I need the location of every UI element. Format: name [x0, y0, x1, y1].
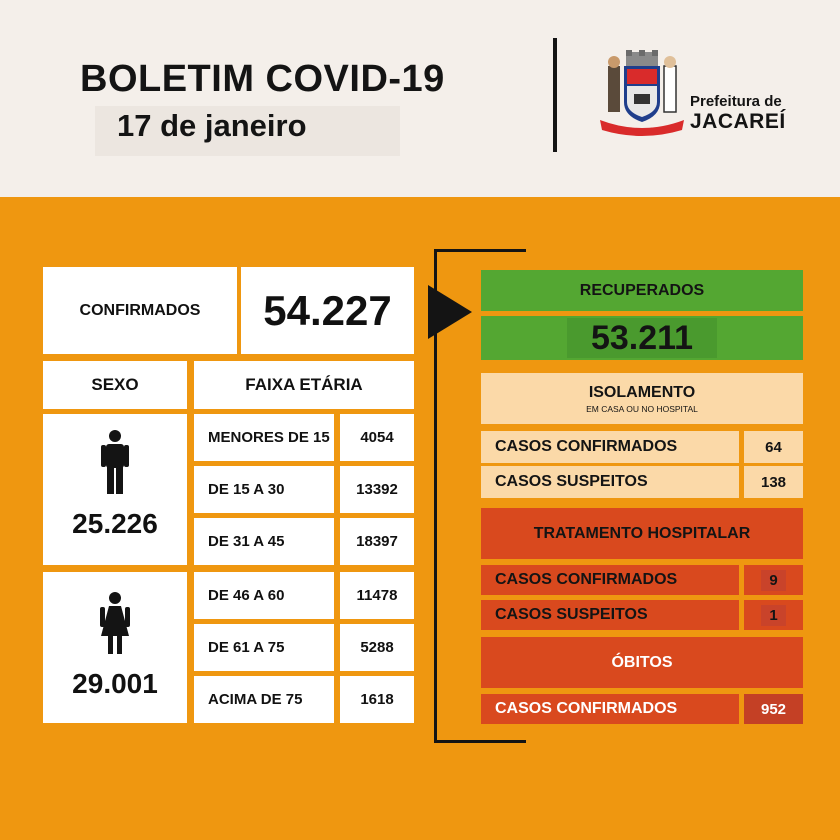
confirmados-value: 54.227: [263, 286, 392, 334]
recuperados-value: 53.211: [567, 318, 717, 358]
faixa-header-cell: [194, 361, 414, 409]
faixa-row-value: 4054: [340, 414, 414, 461]
hospitalar-row-value: 1: [744, 600, 803, 630]
faixa-row-label: DE 46 A 60: [194, 572, 334, 619]
obitos-row-label: CASOS CONFIRMADOS: [481, 694, 739, 724]
faixa-row-value: 1618: [340, 676, 414, 723]
faixa-row-label: MENORES DE 15: [194, 414, 334, 461]
faixa-row-label: ACIMA DE 75: [194, 676, 334, 723]
confirmados-label: CONFIRMADOS: [79, 301, 201, 319]
recuperados-value-cell: [481, 316, 803, 360]
male-cell: [43, 414, 187, 565]
bulletin-date: 17 de janeiro: [117, 108, 307, 143]
isolamento-row-label: CASOS SUSPEITOS: [481, 466, 739, 498]
sexo-header: SEXO: [91, 375, 139, 394]
female-value: 29.001: [72, 668, 158, 699]
arrow-right-icon: [428, 285, 472, 339]
faixa-row-value: 5288: [340, 624, 414, 671]
isolamento-row-label: CASOS CONFIRMADOS: [481, 431, 739, 463]
confirmados-label-cell: [43, 267, 237, 354]
recuperados-header: RECUPERADOS: [481, 270, 803, 311]
page-title: BOLETIM COVID-19: [80, 58, 445, 100]
isolamento-row-value: 138: [744, 466, 803, 498]
faixa-row-value: 11478: [340, 572, 414, 619]
faixa-row-value: 13392: [340, 466, 414, 513]
female-person-icon: [100, 592, 130, 654]
isolamento-title: ISOLAMENTO: [588, 383, 696, 401]
faixa-row-label: DE 31 A 45: [194, 518, 334, 565]
header: [0, 0, 840, 197]
isolamento-row-value: 64: [744, 431, 803, 463]
faixa-row-label: DE 15 A 30: [194, 466, 334, 513]
isolamento-header: [481, 373, 803, 424]
org-name-line1: Prefeitura de: [690, 93, 782, 110]
city-coat-of-arms-icon: [596, 50, 688, 140]
hospitalar-row-label: CASOS SUSPEITOS: [481, 600, 739, 630]
male-value: 25.226: [72, 508, 158, 539]
isolamento-subtitle: EM CASA OU NO HOSPITAL: [586, 403, 698, 414]
hospitalar-header: TRATAMENTO HOSPITALAR: [481, 508, 803, 559]
obitos-header: ÓBITOS: [481, 637, 803, 688]
confirmados-value-cell: [241, 267, 414, 354]
hospitalar-row-label: CASOS CONFIRMADOS: [481, 565, 739, 595]
sexo-header-cell: [43, 361, 187, 409]
org-name-line2: JACAREÍ: [690, 110, 786, 133]
hospitalar-row-value: 9: [744, 565, 803, 595]
header-divider: [553, 38, 557, 152]
faixa-row-value: 18397: [340, 518, 414, 565]
male-person-icon: [101, 430, 129, 494]
faixa-header: FAIXA ETÁRIA: [245, 375, 363, 394]
obitos-row-value: 952: [744, 694, 803, 724]
faixa-row-label: DE 61 A 75: [194, 624, 334, 671]
female-cell: [43, 572, 187, 723]
